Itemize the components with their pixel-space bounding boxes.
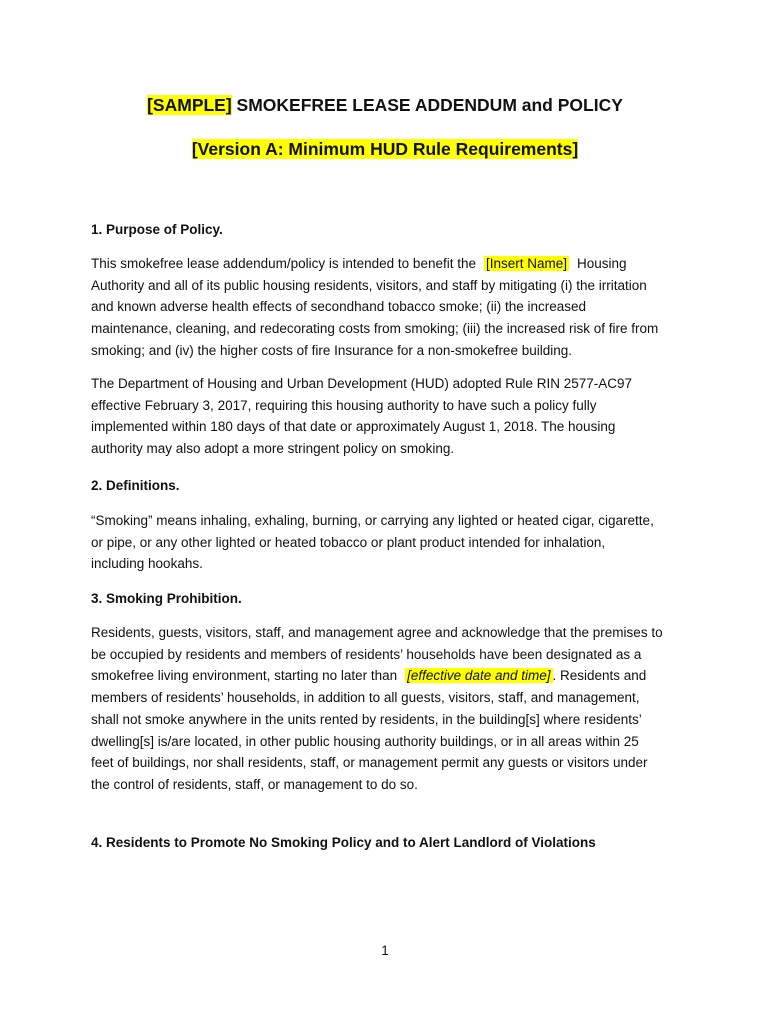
section-heading-prohibition: 3. Smoking Prohibition. <box>91 591 242 606</box>
paragraph-line: and known adverse health effects of secondhand tobacco smoke; (ii) the increased <box>91 299 587 315</box>
page-number: 1 <box>381 943 389 958</box>
line-text: This smokefree lease addendum/policy is intended to benefit the <box>91 256 476 271</box>
title-text: SMOKEFREE LEASE ADDENDUM and POLICY <box>231 95 623 115</box>
effective-date-placeholder: [effective date and time] <box>407 668 551 684</box>
paragraph-line: smoking; and (iv) the higher costs of fire Insurance for a non-smokefree building. <box>91 342 572 358</box>
version-label: [Version A: Minimum HUD Rule Requirements] <box>191 139 579 159</box>
paragraph-line: dwelling[s] is/are located, in other public housing authority buildings, or in all areas within 25 <box>91 733 639 749</box>
section-heading-purpose: 1. Purpose of Policy. <box>91 222 223 237</box>
paragraph-line: or pipe, or any other lighted or heated tobacco or plant product intended for inhalation, <box>91 534 606 550</box>
paragraph-line: shall not smoke anywhere in the units rented by residents, in the building[s] where residents’ <box>91 711 642 727</box>
section-heading-definitions: 2. Definitions. <box>91 478 180 493</box>
paragraph-hud-rule <box>91 373 691 460</box>
sample-tag: [SAMPLE] <box>147 95 232 115</box>
section-heading-residents-promote: 4. Residents to Promote No Smoking Policy and to Alert Landlord of Violations <box>91 835 596 850</box>
paragraph-line <box>91 253 691 275</box>
paragraph-line: the control of residents, staff, or management to do so. <box>91 776 418 792</box>
line-text: smokefree living environment, starting no later than <box>91 668 398 684</box>
paragraph-line: Authority and all of its public housing residents, visitors, and staff by mitigating (i) the irritation <box>91 277 647 293</box>
paragraph-prohibition <box>91 622 691 796</box>
document-title <box>0 94 770 116</box>
paragraph-definitions <box>91 510 691 575</box>
paragraph-line: authority may also adopt a more stringent policy on smoking. <box>91 441 455 457</box>
line-text: . Residents and <box>552 668 647 684</box>
paragraph-line <box>91 665 691 687</box>
paragraph-line: members of residents’ households, in addition to all guests, visitors, staff, and management, <box>91 690 640 706</box>
paragraph-line: implemented within 180 days of that date or approximately August 1, 2018. The housing <box>91 419 616 435</box>
paragraph-line: including hookahs. <box>91 556 203 572</box>
paragraph-line: feet of buildings, nor shall residents, staff, or management permit any guests or visitors under <box>91 755 648 771</box>
paragraph-line: maintenance, cleaning, and redecorating costs from smoking; (iii) the increased risk of fire from <box>91 321 659 337</box>
paragraph-line: be occupied by residents and members of residents’ households have been designated as a <box>91 646 642 662</box>
document-subtitle <box>0 138 770 160</box>
paragraph-line: The Department of Housing and Urban Development (HUD) adopted Rule RIN 2577-AC97 <box>91 376 633 391</box>
paragraph-line: Residents, guests, visitors, staff, and management agree and acknowledge that the premises to <box>91 625 663 640</box>
paragraph-line: “Smoking” means inhaling, exhaling, burning, or carrying any lighted or heated cigar, cigarette, <box>91 513 654 528</box>
paragraph-purpose <box>91 253 691 362</box>
insert-name-placeholder: [Insert Name] <box>485 256 568 271</box>
paragraph-line: effective February 3, 2017, requiring this housing authority to have such a policy fully <box>91 397 597 413</box>
line-text: Housing <box>577 256 627 271</box>
